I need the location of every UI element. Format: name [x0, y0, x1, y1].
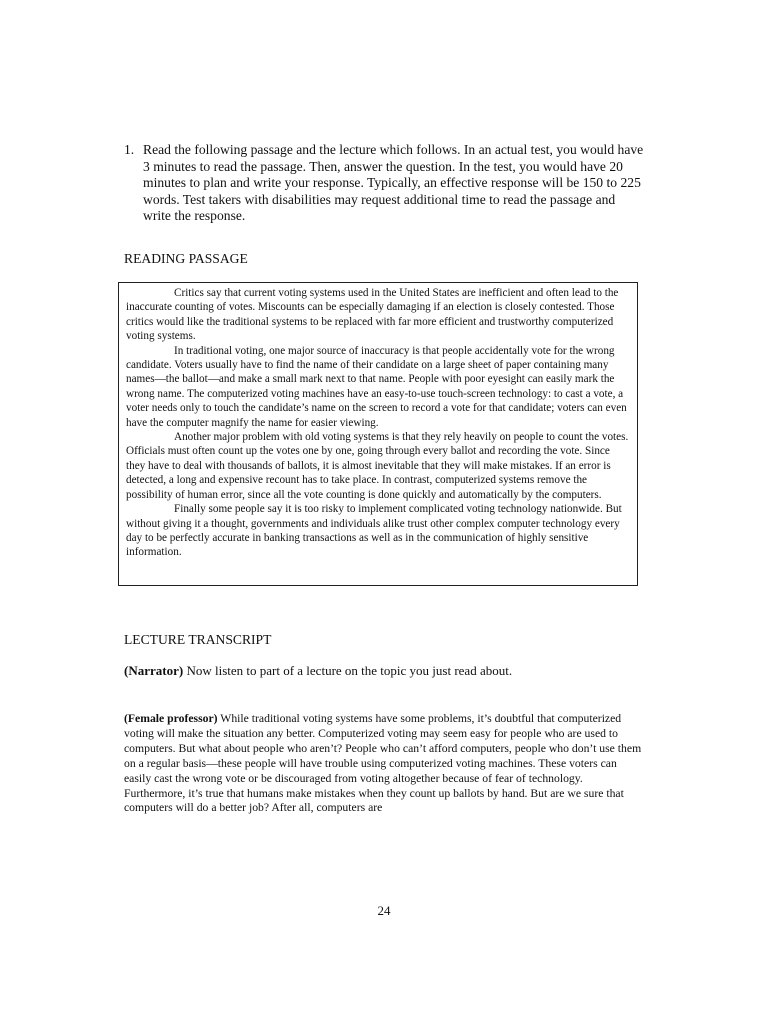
reading-paragraph-3: Another major problem with old voting systems is that they rely heavily on people to count the votes. Officials must often count up the votes one by one, going through every ballot and recording the vote. Since they have to deal with thousands of ballots, it is almost inevitable that they will make mistakes. If an error is detected, a long and expensive recount has to take place. In contrast, computerized systems remove the possibility of human error, since all the vote counting is done quickly and automatically by the computers. [126, 431, 629, 501]
reading-passage-heading: READING PASSAGE [124, 251, 248, 266]
lecture-transcript-heading: LECTURE TRANSCRIPT [124, 632, 272, 647]
speaker-label: (Female professor) [124, 712, 218, 725]
page-number: 24 [377, 903, 391, 918]
question-instructions [124, 142, 644, 225]
lecture-text [124, 712, 644, 816]
narrator-line [124, 663, 644, 679]
reading-paragraph-2: In traditional voting, one major source of inaccuracy is that people accidentally vote for the wrong candidate. Voters usually have to find the name of their candidate on a large sheet of paper containing many names—the ballot—and make a small mark next to that name. People with poor eyesight can easily mark the wrong name. The computerized voting machines have an easy-to-use touch-screen technology: to cast a vote, a voter needs only to touch the candidate’s name on the screen to record a vote for that candidate; voters can even have the computer magnify the name for easier viewing. [126, 344, 627, 429]
question-number: 1. [124, 142, 135, 157]
reading-passage-box [118, 282, 638, 586]
speaker-text: While traditional voting systems have some problems, it’s doubtful that computerized voting will make the situation any better. Computerized voting may seem easy for people who are used to computers. But what about people who aren’t? People who can’t afford computers, people who don’t use them on a regular basis—these people will have trouble using computerized voting machines. These voters can easily cast the wrong vote or be discouraged from voting altogether because of fear of technology. Furthermore, it’s true that humans make mistakes when they count up ballots by hand. But are we sure that computers will do a better job? After all, computers are [124, 712, 642, 815]
reading-paragraph-1: Critics say that current voting systems used in the United States are inefficient and often lead to the inaccurate counting of votes. Miscounts can be especially damaging if an election is closely contested. Those critics would like the traditional systems to be replaced with far more efficient and trustworthy computerized voting systems. [126, 287, 619, 343]
question-text: Read the following passage and the lecture which follows. In an actual test, you would have 3 minutes to read the passage. Then, answer the question. In the test, you would have 20 minutes to plan and write your response. Typically, an effective response will be 150 to 225 words. Test takers with disabilities may request additional time to read the passage and write the response. [143, 142, 644, 223]
narrator-text: Now listen to part of a lecture on the topic you just read about. [183, 663, 513, 678]
narrator-label: (Narrator) [124, 663, 184, 678]
reading-paragraph-4: Finally some people say it is too risky to implement complicated voting technology nationwide. But without giving it a thought, governments and individuals alike trust other complex computer technology every day to be perfectly accurate in banking transactions as well as in the communication of highly sensitive information. [126, 503, 622, 559]
